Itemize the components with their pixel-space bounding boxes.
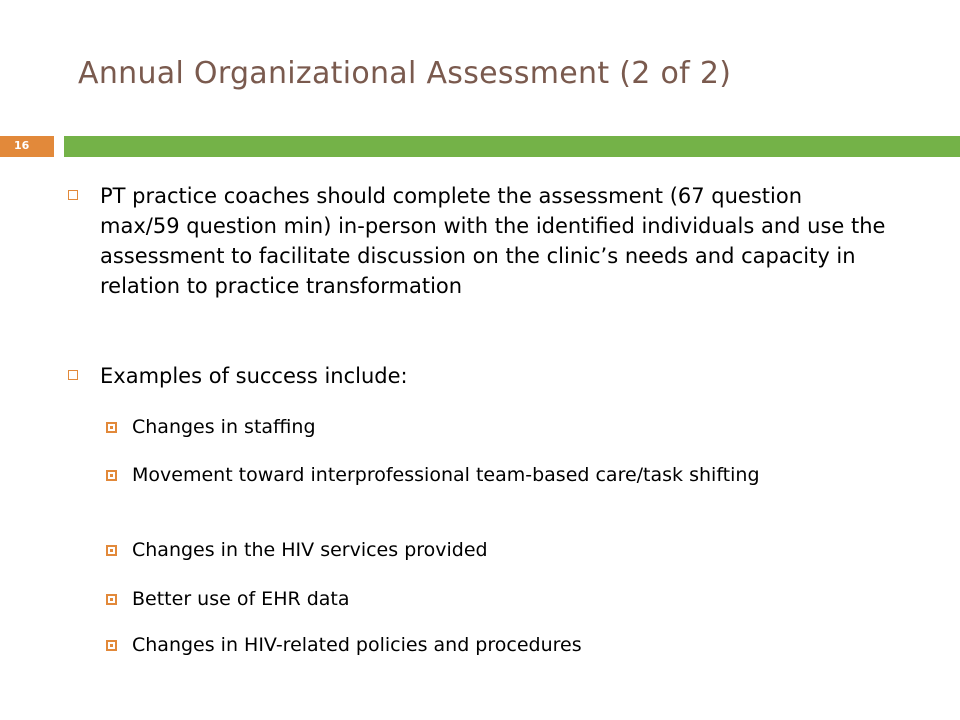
sub-bullet-item	[106, 632, 896, 658]
bullet-text: Examples of success include:	[100, 364, 408, 388]
bullet-item	[68, 181, 888, 301]
slide-title: Annual Organizational Assessment (2 of 2)	[78, 56, 732, 91]
sub-bullet-text: Movement toward interprofessional team-based care/task shifting	[132, 464, 760, 486]
square-bullet-icon	[106, 422, 117, 433]
bullet-text: PT practice coaches should complete the assessment (67 question max/59 question min) in-person with the identified individuals and use the assessment to facilitate discussion on the clinic’s needs and capacity in relation to practice transformation	[100, 184, 886, 298]
square-bullet-icon	[106, 470, 117, 481]
square-bullet-icon	[106, 594, 117, 605]
hollow-square-bullet-icon	[68, 370, 78, 380]
hollow-square-bullet-icon	[68, 190, 78, 200]
slide-number: 16	[14, 139, 30, 152]
square-bullet-icon	[106, 545, 117, 556]
square-bullet-icon	[106, 640, 117, 651]
sub-bullet-item	[106, 414, 896, 440]
sub-bullet-item	[106, 586, 896, 612]
sub-bullet-text: Changes in the HIV services provided	[132, 539, 488, 561]
sub-bullet-text: Changes in HIV-related policies and procedures	[132, 634, 582, 656]
sub-bullet-item	[106, 462, 896, 488]
sub-bullet-item	[106, 537, 896, 563]
bullet-item	[68, 361, 888, 391]
sub-bullet-text: Better use of EHR data	[132, 588, 350, 610]
sub-bullet-text: Changes in staffing	[132, 416, 316, 438]
